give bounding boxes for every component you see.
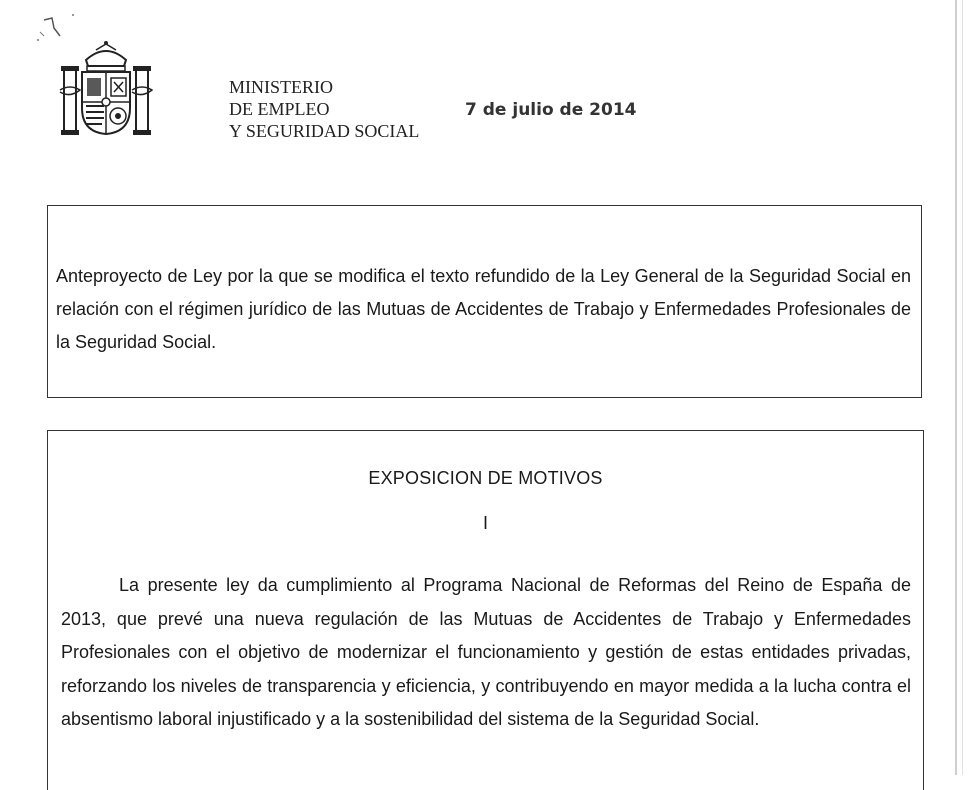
content-box	[47, 430, 924, 790]
ministry-name	[229, 76, 419, 142]
ministry-line-1: MINISTERIO	[229, 77, 333, 97]
ministry-line-2: DE EMPLEO	[229, 99, 330, 119]
section-number: I	[482, 513, 488, 533]
ministry-line-3: Y SEGURIDAD SOCIAL	[229, 121, 420, 141]
section-heading: EXPOSICION DE MOTIVOS	[368, 468, 603, 488]
page-edge-rule-inner	[962, 0, 963, 775]
coat-of-arms-icon	[56, 40, 156, 138]
body-paragraph: La presente ley da cumplimiento al Programa Nacional de Reformas del Reino de España de 2013, que prevé una nueva regulación de las Mutuas de Accidentes de Trabajo y Enfermedades Profesionales con el objetivo de modernizar el funcionamiento y gestión de estas entidades privadas, reforzando los niveles de transparencia y eficiencia, y contribuyendo en mayor medida a la lucha contra el absentismo laboral injustificado y a la sostenibilidad del sistema de la Seguridad Social.	[61, 575, 911, 730]
document-date: 7 de julio de 2014	[465, 100, 637, 120]
title-box	[47, 205, 922, 398]
page-edge-rule	[955, 0, 957, 775]
document-title: Anteproyecto de Ley por la que se modifica el texto refundido de la Ley General de la Seguridad Social en relación con el régimen jurídico de las Mutuas de Accidentes de Trabajo y Enfermedades Profesionales de la Seguridad Social.	[56, 266, 911, 352]
